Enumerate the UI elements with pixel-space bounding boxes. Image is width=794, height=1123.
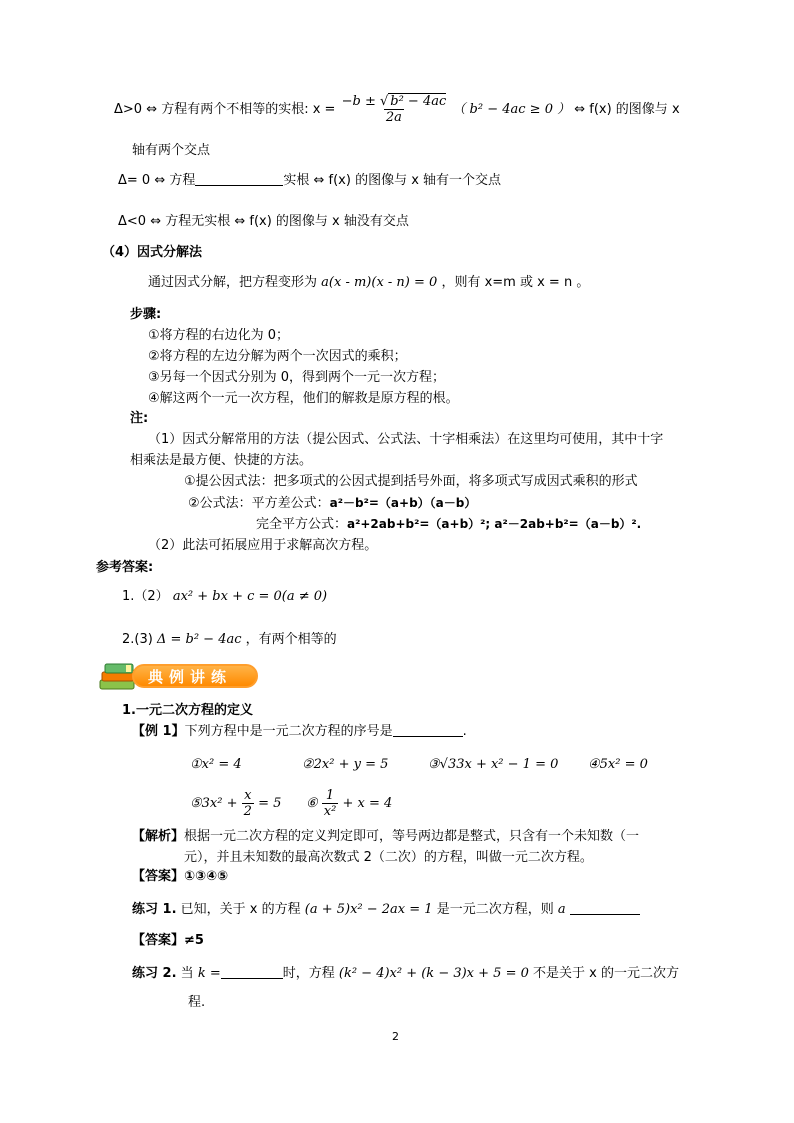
delta-negative-line: Δ<0 ⇔ 方程无实根 ⇔ f(x) 的图像与 x 轴没有交点 bbox=[118, 214, 409, 229]
example-1 bbox=[132, 722, 467, 741]
quadratic-formula: $\frac{\text{−b ± √ b² − 4ac}}{2a}$ bbox=[341, 94, 447, 125]
note-1a: （1）因式分解常用的方法（提公因式、公式法、十字相乘法）在这里均可使用，其中十字 bbox=[148, 432, 664, 447]
practice-2-k: k = bbox=[197, 966, 221, 981]
method-2-label: ②公式法：平方差公式： bbox=[188, 496, 330, 511]
option-6-denominator: x² bbox=[323, 804, 337, 819]
analysis-a bbox=[132, 828, 639, 846]
answer-2-equation: Δ = b² − 4ac bbox=[156, 632, 242, 647]
method-3-label: 完全平方公式： bbox=[256, 517, 348, 532]
step-3: ③另每一个因式分别为 0，得到两个一元一次方程； bbox=[148, 370, 446, 385]
practice-2-label: 练习 2. bbox=[132, 966, 177, 981]
example-1-end: . bbox=[462, 724, 467, 739]
practice-2-equation: (k² − 4)x² + (k − 3)x + 5 = 0 bbox=[338, 966, 529, 981]
practice-2 bbox=[132, 964, 679, 983]
formula-radicand: b² − 4ac bbox=[390, 94, 447, 109]
delta-positive-line bbox=[114, 94, 680, 125]
practice-1 bbox=[132, 900, 640, 919]
note-title: 注: bbox=[130, 411, 149, 426]
answers-title: 参考答案: bbox=[96, 560, 154, 575]
factor-intro-result: ，则有 x=m 或 x = n 。 bbox=[441, 275, 590, 290]
practice-1-answer-label: 【答案】 bbox=[132, 933, 185, 948]
option-1: ①x² = 4 bbox=[190, 757, 242, 772]
example-1-label: 【例 1】 bbox=[132, 724, 185, 739]
practice-1-equation: (a + 5)x² − 2ax = 1 bbox=[304, 902, 433, 917]
option-3: ③√33x + x² − 1 = 0 bbox=[428, 757, 559, 772]
step-1: ①将方程的右边化为 0； bbox=[148, 328, 290, 343]
option-6-fraction bbox=[322, 788, 339, 819]
formula-numerator: −b ± bbox=[341, 94, 380, 109]
practice-1-label: 练习 1. bbox=[132, 902, 177, 917]
answer-blank[interactable] bbox=[393, 722, 463, 737]
analysis-b: 元），并且未知数的最高次数式 2（二次）的方程，叫做一元二次方程。 bbox=[184, 850, 593, 865]
practice-1-answer bbox=[132, 932, 204, 950]
option-2: ②2x² + y = 5 bbox=[302, 757, 389, 772]
delta-zero-b: 实根 ⇔ f(x) 的图像与 x 轴有一个交点 bbox=[283, 173, 502, 188]
banner-label: 典例讲练 bbox=[148, 668, 233, 686]
answer-example-1 bbox=[132, 868, 228, 886]
practice-1-answer-value: ≠5 bbox=[184, 933, 204, 948]
formula-condition: （ b² − 4ac ≥ 0 ） bbox=[452, 102, 571, 117]
delta-zero-a: Δ= 0 ⇔ 方程 bbox=[118, 173, 196, 188]
answer-1-equation: ax² + bx + c = 0(a ≠ 0) bbox=[172, 589, 328, 604]
answer-2-label: 2.(3) bbox=[122, 632, 153, 647]
practice-2-cont: 程. bbox=[188, 995, 206, 1010]
factor-intro-text: 通过因式分解，把方程变形为 bbox=[148, 275, 318, 290]
section-1-title: 1.一元二次方程的定义 bbox=[122, 703, 253, 718]
option-6 bbox=[306, 788, 392, 819]
practice-1-text-b: 是一元二次方程，则 bbox=[436, 902, 554, 917]
option-6-a: ⑥ bbox=[306, 796, 318, 811]
analysis-text-a: 根据一元二次方程的定义判定即可，等号两边都是整式，只含有一个未知数（一 bbox=[184, 829, 640, 844]
step-2: ②将方程的左边分解为两个一次因式的乘积； bbox=[148, 349, 407, 364]
section-banner bbox=[96, 660, 262, 694]
option-5-denominator: 2 bbox=[243, 804, 252, 819]
factor-intro-equation: a(x - m)(x - n) = 0 bbox=[321, 275, 438, 290]
method-3-formula: a²+2ab+b²=（a+b）²; a²－2ab+b²=（a－b）². bbox=[347, 517, 642, 531]
method-1: ①提公因式法：把多项式的公因式提到括号外面，将多项式写成因式乘积的形式 bbox=[184, 474, 638, 489]
factor-intro bbox=[148, 274, 589, 292]
factor-heading: （4）因式分解法 bbox=[102, 245, 203, 260]
step-4: ④解这两个一元一次方程，他们的解救是原方程的根。 bbox=[148, 391, 459, 406]
answer-blank[interactable] bbox=[570, 900, 640, 915]
delta-positive-tail: ⇔ f(x) 的图像与 x bbox=[574, 102, 680, 117]
option-4: ④5x² = 0 bbox=[588, 757, 648, 772]
note-2: （2）此法可拓展应用于求解高次方程。 bbox=[148, 538, 378, 553]
answer-label: 【答案】 bbox=[132, 869, 185, 884]
practice-1-variable: a bbox=[557, 902, 566, 917]
option-5-b: = 5 bbox=[258, 796, 282, 811]
answer-2 bbox=[122, 631, 337, 649]
option-6-b: + x = 4 bbox=[342, 796, 393, 811]
method-2 bbox=[188, 494, 476, 513]
practice-2-text-c: 不是关于 x 的一元二次方 bbox=[533, 966, 679, 981]
option-6-numerator: 1 bbox=[325, 788, 335, 803]
example-1-text: 下列方程中是一元二次方程的序号是 bbox=[184, 724, 393, 739]
delta-positive-lead: Δ>0 ⇔ 方程有两个不相等的实根: x = bbox=[114, 102, 336, 117]
answer-blank[interactable] bbox=[195, 171, 283, 186]
answer-1 bbox=[122, 588, 327, 606]
answer-blank[interactable] bbox=[221, 964, 283, 979]
note-1b: 相乘法是最方便、快捷的方法。 bbox=[130, 453, 313, 468]
delta-zero-line bbox=[118, 171, 501, 190]
option-5 bbox=[190, 788, 281, 819]
option-5-numerator: x bbox=[244, 788, 252, 803]
answer-1-label: 1.（2） bbox=[122, 589, 169, 604]
option-5-a: ⑤3x² + bbox=[190, 796, 238, 811]
steps-title: 步骤: bbox=[130, 307, 162, 322]
answer-2-tail: ，有两个相等的 bbox=[245, 632, 337, 647]
practice-1-text-a: 已知，关于 x 的方程 bbox=[180, 902, 301, 917]
page-number: 2 bbox=[392, 1030, 399, 1043]
method-3 bbox=[256, 515, 641, 534]
delta-positive-continuation: 轴有两个交点 bbox=[132, 143, 211, 158]
answer-value: ①③④⑤ bbox=[184, 869, 229, 884]
method-2-formula: a²－b²=（a+b）（a－b） bbox=[329, 496, 477, 510]
practice-2-text-b: 时，方程 bbox=[282, 966, 335, 981]
option-5-fraction bbox=[242, 788, 254, 819]
formula-denominator: 2a bbox=[385, 110, 402, 125]
practice-2-text-a: 当 bbox=[180, 966, 194, 981]
analysis-label: 【解析】 bbox=[132, 829, 185, 844]
